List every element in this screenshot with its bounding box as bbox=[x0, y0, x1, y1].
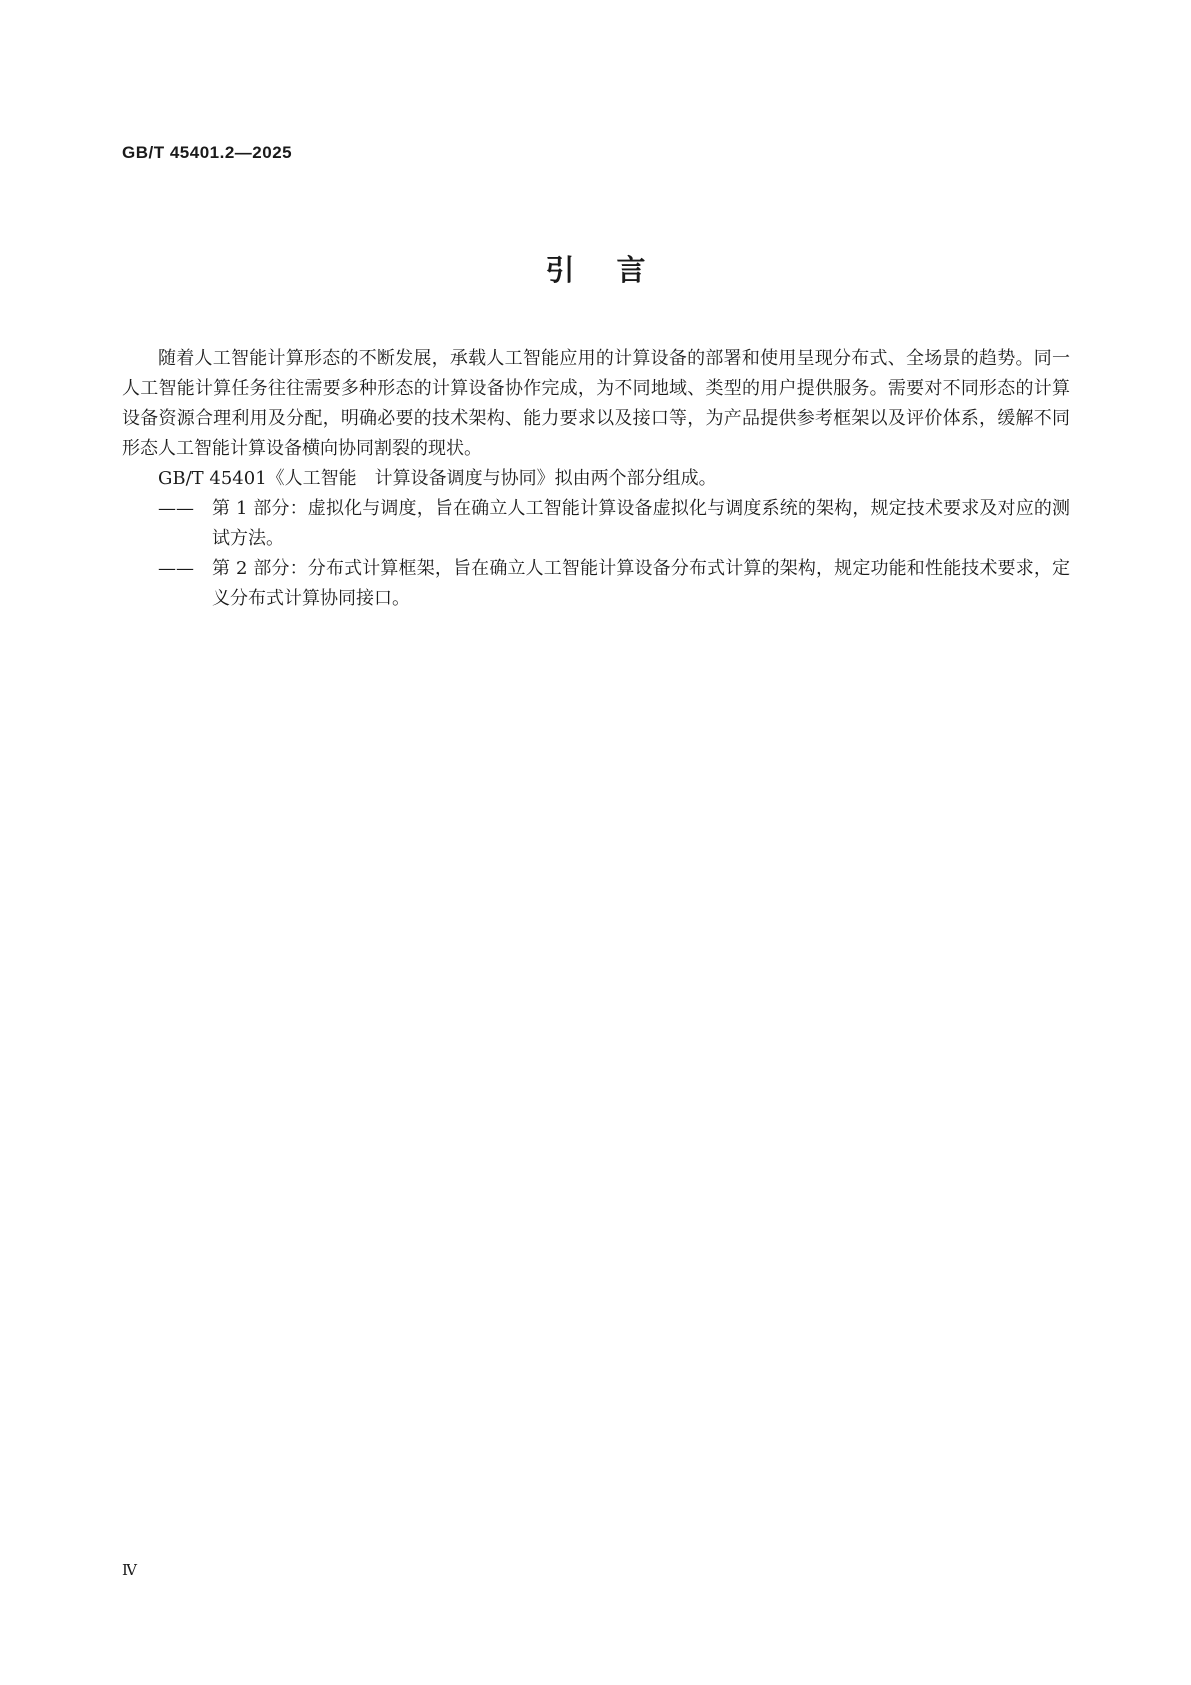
parts-intro-paragraph: GB/T 45401《人工智能 计算设备调度与协同》拟由两个部分组成。 bbox=[158, 468, 717, 489]
list-item-text: 第 2 部分：分布式计算框架，旨在确立人工智能计算设备分布式计算的架构，规定功能和性能技术要求，定义分布式计算协同接口。 bbox=[212, 558, 1070, 609]
standard-number: GB/T 45401.2—2025 bbox=[122, 143, 293, 162]
section-title: 引言 bbox=[545, 253, 688, 287]
list-item-text: 第 1 部分：虚拟化与调度，旨在确立人工智能计算设备虚拟化与调度系统的架构，规定技术要求及对应的测试方法。 bbox=[212, 498, 1070, 549]
dash-marker: —— bbox=[158, 498, 194, 519]
intro-paragraph: 随着人工智能计算形态的不断发展，承载人工智能应用的计算设备的部署和使用呈现分布式、全场景的趋势。同一人工智能计算任务往往需要多种形态的计算设备协作完成，为不同地域、类型的用户提供服务。需要对不同形态的计算设备资源合理利用及分配，明确必要的技术架构、能力要求以及接口等，为产品提供参考框架以及评价体系，缓解不同形态人工智能计算设备横向协同割裂的现状。 bbox=[122, 348, 1070, 459]
dash-marker: —— bbox=[158, 558, 194, 579]
list-item bbox=[122, 494, 1070, 554]
body-text bbox=[122, 344, 1070, 614]
list-item bbox=[122, 554, 1070, 614]
page-number: Ⅳ bbox=[122, 1561, 137, 1579]
